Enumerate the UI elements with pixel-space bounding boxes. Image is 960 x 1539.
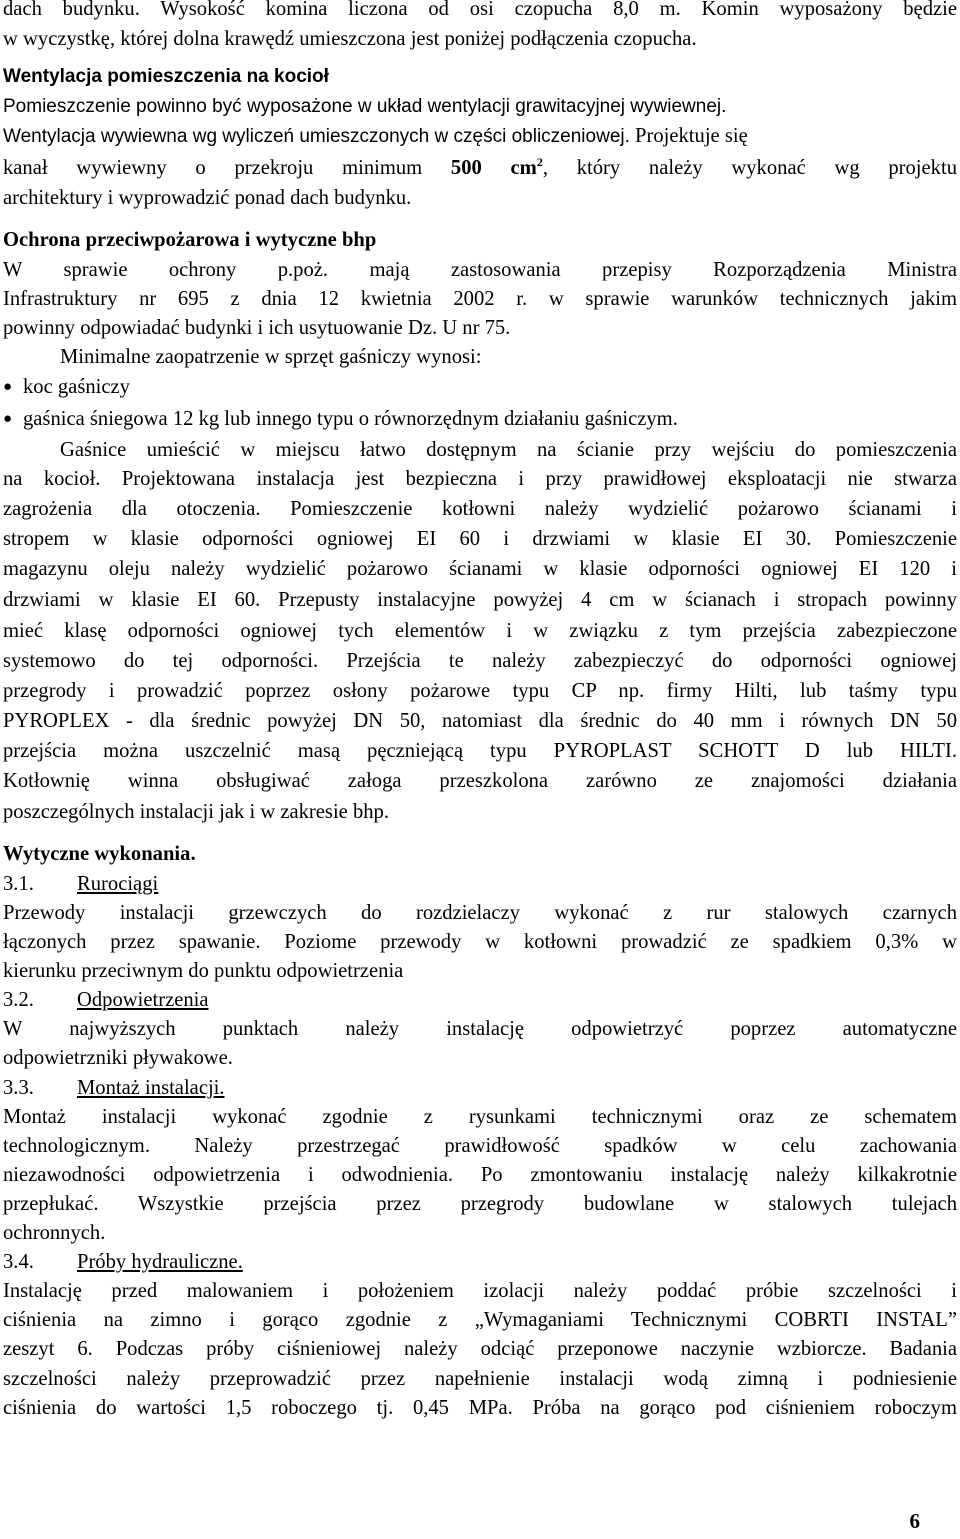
section-number: 3.2. bbox=[3, 989, 34, 1011]
section-title: Rurociągi bbox=[77, 873, 159, 895]
section-number: 3.3. bbox=[3, 1077, 34, 1099]
fire-p3-line: zagrożenia dla otoczenia. Pomieszczenie kotłowni należy wydzielić pożarowo ścianami i bbox=[3, 498, 957, 520]
section-title: Próby hydrauliczne. bbox=[77, 1251, 243, 1273]
section-3-2-line: W najwyższych punktach należy instalację odpowietrzyć poprzez automatyczne bbox=[3, 1018, 957, 1040]
fire-p1-line-1: W sprawie ochrony p.poż. mają zastosowania przepisy Rozporządzenia Ministra bbox=[3, 259, 957, 281]
fire-p3-line: poszczególnych instalacji jak i w zakresie bhp. bbox=[3, 801, 389, 823]
bullet-item bbox=[3, 372, 957, 402]
fire-p3-line: Kotłownię winna obsługiwać załoga przeszkolona zarówno ze znajomości działania bbox=[3, 770, 957, 792]
section-3-1-title bbox=[3, 869, 957, 899]
fire-p1-line-2: Infrastruktury nr 695 z dnia 12 kwietnia 2002 r. w sprawie warunków technicznych jakim bbox=[3, 288, 957, 310]
section-3-2-line: odpowietrzniki pływakowe. bbox=[3, 1047, 233, 1069]
fire-p3-line: mieć klasę odporności ogniowej tych elementów i w związku z tym przejścia zabezpieczone bbox=[3, 620, 957, 642]
section-number: 3.1. bbox=[3, 873, 34, 895]
section-3-4-line: Instalację przed malowaniem i położeniem izolacji należy poddać próbie szczelności i bbox=[3, 1280, 957, 1302]
section-title: Montaż instalacji. bbox=[77, 1077, 225, 1099]
section-number: 3.4. bbox=[3, 1251, 34, 1273]
section-3-4-line: zeszyt 6. Podczas próby ciśnieniowej należy odciąć przeponowe naczynie wzbiorcze. Badania bbox=[3, 1338, 957, 1360]
bullet-dot-icon: ● bbox=[3, 411, 13, 427]
fire-p3-line: stropem w klasie odporności ogniowej EI 60 i drzwiami w klasie EI 30. Pomieszczenie bbox=[3, 528, 957, 550]
bullet-dot-icon: ● bbox=[3, 379, 13, 395]
section-3-4-line: ciśnienia na zimno i gorąco zgodnie z „Wymaganiami Technicznymi COBRTI INSTAL” bbox=[3, 1309, 957, 1331]
section-3-4-line: szczelności należy przeprowadzić przez napełnienie instalacji wodą zimną i podniesienie bbox=[3, 1368, 957, 1390]
ventilation-line-2-serif: Projektuje się bbox=[629, 125, 748, 147]
fire-p3-line: przejścia można uszczelnić masą pęczniejącą typu PYROPLAST SCHOTT D lub HILTI. bbox=[3, 740, 957, 762]
bullet-item bbox=[3, 404, 957, 434]
bullet-text: koc gaśniczy bbox=[23, 376, 130, 398]
ventilation-line-3-text-a: kanał wywiewny o przekroju minimum bbox=[3, 157, 451, 179]
intro-line-1: dach budynku. Wysokość komina liczona od osi czopucha 8,0 m. Komin wyposażony będzie bbox=[3, 0, 957, 20]
fire-p3-line: na kocioł. Projektowana instalacja jest bezpieczna i przy prawidłowej eksploatacji nie stwarza bbox=[3, 468, 957, 490]
section-3-3-line: technologicznym. Należy przestrzegać prawidłowość spadków w celu zachowania bbox=[3, 1135, 957, 1157]
ventilation-line-3-text-c: , który należy wykonać wg projektu bbox=[542, 157, 957, 179]
section-3-3-line: niezawodności odpowietrzenia i odwodnienia. Po zmontowaniu instalację należy kilkakrotnie bbox=[3, 1164, 957, 1186]
section-3-2-title bbox=[3, 985, 957, 1015]
section-3-3-line: ochronnych. bbox=[3, 1222, 106, 1244]
guidelines-heading: Wytyczne wykonania. bbox=[3, 843, 196, 865]
fire-p3-line: magazynu oleju należy wydzielić pożarowo ścianami w klasie odporności ogniowej EI 120 i bbox=[3, 558, 957, 580]
bullet-text: gaśnica śniegowa 12 kg lub innego typu o równorzędnym działaniu gaśniczym. bbox=[23, 408, 678, 430]
fire-p3-line: Gaśnice umieścić w miejscu łatwo dostępnym na ścianie przy wejściu do pomieszczenia bbox=[60, 439, 957, 461]
ventilation-heading: Wentylacja pomieszczenia na kocioł bbox=[3, 66, 329, 87]
ventilation-line-3-area: 500 cm bbox=[450, 157, 537, 179]
fire-p3-line: PYROPLEX - dla średnic powyżej DN 50, natomiast dla średnic do 40 mm i równych DN 50 bbox=[3, 710, 957, 732]
fire-p3-line: przegrody i prowadzić poprzez osłony pożarowe typu CP np. firmy Hilti, lub taśmy typu bbox=[3, 680, 957, 702]
section-3-1-line: Przewody instalacji grzewczych do rozdzielaczy wykonać z rur stalowych czarnych bbox=[3, 902, 957, 924]
section-3-3-title bbox=[3, 1073, 957, 1103]
section-3-4-line: ciśnienia do wartości 1,5 roboczego tj. 0,45 MPa. Próba na gorąco pod ciśnieniem roboczym bbox=[3, 1397, 957, 1419]
fire-p1-line-3: powinny odpowiadać budynki i ich usytuowanie Dz. U nr 75. bbox=[3, 317, 511, 339]
fire-p3-line: drzwiami w klasie EI 60. Przepusty instalacyjne powyżej 4 cm w ścianach i stropach powinny bbox=[3, 589, 957, 611]
fire-heading: Ochrona przeciwpożarowa i wytyczne bhp bbox=[3, 229, 377, 251]
section-title: Odpowietrzenia bbox=[77, 989, 209, 1011]
section-3-3-line: przepłukać. Wszystkie przejścia przez przegrody budowlane w stalowych tulejach bbox=[3, 1193, 957, 1215]
ventilation-line-1: Pomieszczenie powinno być wyposażone w układ wentylacji grawitacyjnej wywiewnej. bbox=[3, 96, 727, 117]
ventilation-line-4: architektury i wyprowadzić ponad dach budynku. bbox=[3, 187, 412, 209]
section-3-1-line: kierunku przeciwnym do punktu odpowietrzenia bbox=[3, 960, 404, 982]
section-3-3-line: Montaż instalacji wykonać zgodnie z rysunkami technicznymi oraz ze schematem bbox=[3, 1106, 957, 1128]
ventilation-line-3-superscript: 2 bbox=[536, 155, 543, 170]
section-3-4-title bbox=[3, 1247, 957, 1277]
fire-p3-line: systemowo do tej odporności. Przejścia te należy zabezpieczyć do odporności ogniowej bbox=[3, 650, 957, 672]
intro-line-2: w wyczystkę, której dolna krawędź umieszczona jest poniżej podłączenia czopucha. bbox=[3, 28, 697, 50]
ventilation-line-2-sans: Wentylacja wywiewna wg wyliczeń umieszczonych w części obliczeniowej. bbox=[3, 126, 630, 147]
page-number: 6 bbox=[909, 1509, 920, 1533]
ventilation-line-3 bbox=[3, 153, 957, 183]
fire-p2: Minimalne zaopatrzenie w sprzęt gaśniczy wynosi: bbox=[60, 346, 482, 368]
section-3-1-line: łączonych przez spawanie. Poziome przewody w kotłowni prowadzić ze spadkiem 0,3% w bbox=[3, 931, 957, 953]
ventilation-line-2 bbox=[3, 121, 957, 151]
